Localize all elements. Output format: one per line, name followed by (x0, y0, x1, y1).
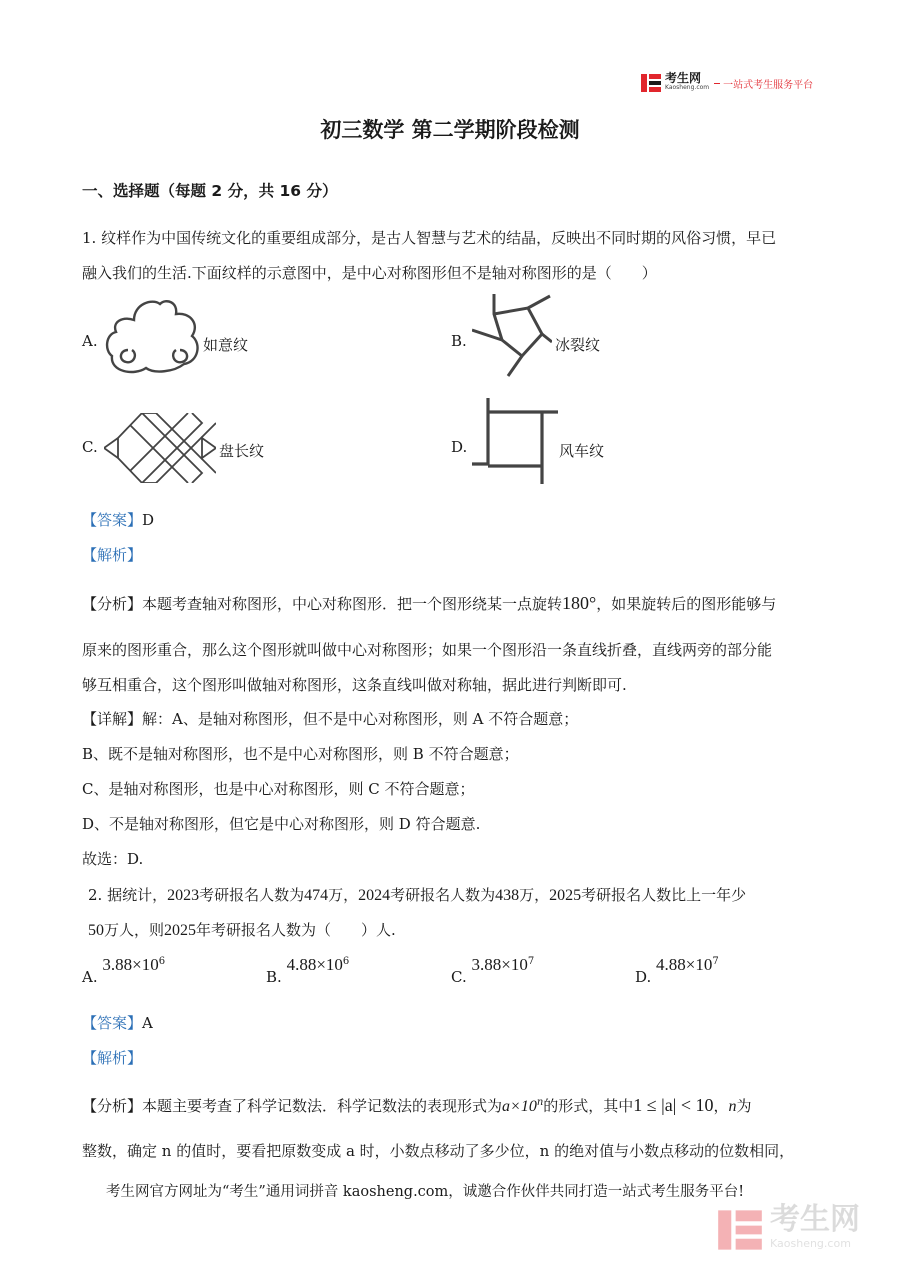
year-2025: 2025 (549, 887, 582, 904)
q2-option-b (266, 955, 350, 986)
option-value: 3.88×10 (102, 955, 159, 974)
detail-tag: 【详解】 (82, 710, 143, 728)
year-2025: 2025 (164, 922, 197, 939)
option-value: 4.88×10 (656, 955, 713, 974)
q2-option-c (451, 955, 535, 986)
q2-stem-line1 (88, 885, 746, 906)
q2-text: 考研报名人数比上一年少 (581, 886, 747, 904)
sci-notation-exp: n (536, 1097, 544, 1108)
var-n: n (728, 1098, 737, 1115)
q2-answer (82, 1013, 153, 1033)
brand-logo (640, 72, 813, 94)
ruyi-pattern-icon (104, 298, 204, 382)
option-letter: D. (635, 968, 652, 986)
answer-value: D (142, 511, 155, 529)
q1-choose: 故选：D. (82, 850, 144, 868)
fenxi-text-4: 为 (736, 1097, 752, 1115)
q2-fenxi-line1 (82, 1093, 752, 1117)
fenxi-text-3: ， (713, 1097, 729, 1115)
answer-tag: 【答案】 (82, 1014, 143, 1032)
detail-text: 解：A、是轴对称图形，但不是中心对称图形，则 A 不符合题意； (142, 710, 579, 728)
q1-stem-line1: 1. 纹样作为中国传统文化的重要组成部分，是古人智慧与艺术的结晶，反映出不同时期的风俗习惯，早已 (82, 229, 777, 247)
q2-text: 据统计， (107, 886, 168, 904)
q2-analysis-tag: 【解析】 (82, 1049, 143, 1067)
q2-text: 年考研报名人数为（ ）人. (196, 921, 396, 939)
q2-option-d (635, 955, 719, 986)
q1-option-b-letter: B. (451, 332, 467, 350)
footer-note: 考生网官方网址为“考生”通用词拼音 kaosheng.com，诚邀合作伙伴共同打造一站式考生服务平台! (106, 1184, 745, 1200)
q1-option-a-caption: 如意纹 (203, 336, 249, 354)
option-exponent: 6 (158, 956, 166, 967)
option-exponent: 7 (712, 956, 719, 967)
year-2023: 2023 (167, 887, 200, 904)
watermark (716, 1202, 860, 1258)
option-letter: C. (451, 968, 467, 986)
value-50: 50 (88, 922, 104, 939)
q2-fenxi-line2: 整数，确定 n 的值时，要看把原数变成 a 时，小数点移动了多少位，n 的绝对值与小数点移动的位数相同， (82, 1142, 795, 1160)
value-474: 474 (304, 887, 329, 904)
q1-detail-line2: B、既不是轴对称图形，也不是中心对称图形，则 B 不符合题意； (82, 745, 519, 763)
fenxi-text: 本题主要考查了科学记数法．科学记数法的表现形式为 (142, 1097, 503, 1115)
inequality: 1 ≤ |a| < 10 (633, 1095, 714, 1115)
q2-number: 2. (88, 886, 103, 904)
q1-detail-line3: C、是轴对称图形，也是中心对称图形，则 C 不符合题意； (82, 780, 475, 798)
q1-fenxi-line2: 原来的图形重合，那么这个图形就叫做中心对称图形；如果一个图形沿一条直线折叠，直线两旁的部分能 (82, 641, 773, 659)
option-value: 4.88×10 (286, 955, 343, 974)
q1-fenxi-line1 (82, 593, 776, 614)
windmill-pattern-icon (472, 398, 560, 488)
q2-text: 万人，则 (104, 921, 165, 939)
q1-option-d-letter: D. (451, 438, 468, 456)
q2-option-a (82, 955, 166, 986)
q1-option-d-caption: 风车纹 (559, 442, 605, 460)
q1-detail-line1 (82, 709, 578, 729)
degree-value: 180° (562, 593, 597, 613)
sci-notation-form: a×10 (502, 1098, 537, 1115)
q1-option-b-caption: 冰裂纹 (555, 336, 601, 354)
watermark-domain: Kaosheng.com (770, 1237, 851, 1250)
watermark-logo-icon (716, 1206, 764, 1258)
q2-text: 万， (519, 886, 550, 904)
year-2024: 2024 (358, 887, 391, 904)
q1-analysis-tag: 【解析】 (82, 546, 143, 564)
fenxi-text-2: ，如果旋转后的图形能够与 (596, 595, 777, 613)
answer-tag: 【答案】 (82, 511, 143, 529)
q1-fenxi-line3: 够互相重合，这个图形叫做轴对称图形，这条直线叫做对称轴，据此进行判断即可. (82, 676, 627, 694)
q2-text: 考研报名人数为 (390, 886, 496, 904)
ice-crack-pattern-icon (472, 294, 552, 382)
brand-slogan: 一站式考生服务平台 (723, 79, 814, 91)
q1-stem-line2: 融入我们的生活.下面纹样的示意图中，是中心对称图形但不是轴对称图形的是（ ） (82, 264, 657, 282)
logo-text: 考生网 (665, 71, 702, 85)
logo-domain: Kaosheng.com (665, 84, 710, 91)
q1-option-c-caption: 盘长纹 (219, 442, 265, 460)
section-heading: 一、选择题（每题 2 分，共 16 分） (82, 182, 338, 200)
q1-answer (82, 510, 154, 530)
option-letter: A. (82, 968, 98, 986)
option-value: 3.88×10 (471, 955, 528, 974)
watermark-text: 考生网 (770, 1202, 860, 1237)
answer-value: A (142, 1014, 153, 1032)
option-letter: B. (266, 968, 282, 986)
page-title: 初三数学 第二学期阶段检测 (320, 118, 580, 142)
kaosheng-logo-icon (640, 72, 662, 94)
value-438: 438 (495, 887, 520, 904)
q2-text: 考研报名人数为 (199, 886, 305, 904)
q1-detail-line4: D、不是轴对称图形，但它是中心对称图形，则 D 符合题意. (82, 815, 481, 833)
q2-text: 万， (328, 886, 359, 904)
fenxi-tag: 【分析】 (82, 1097, 143, 1115)
slogan-dash (714, 83, 720, 84)
option-exponent: 7 (527, 956, 535, 967)
q1-option-c-letter: C. (82, 438, 98, 456)
fenxi-tag: 【分析】 (82, 595, 143, 613)
q2-stem-line2 (88, 920, 396, 941)
fenxi-text-2: 的形式，其中 (543, 1097, 634, 1115)
panchang-pattern-icon (104, 413, 216, 487)
option-exponent: 6 (342, 956, 350, 967)
fenxi-text: 本题考查轴对称图形，中心对称图形．把一个图形绕某一点旋转 (142, 595, 563, 613)
q1-option-a-letter: A. (82, 332, 98, 350)
